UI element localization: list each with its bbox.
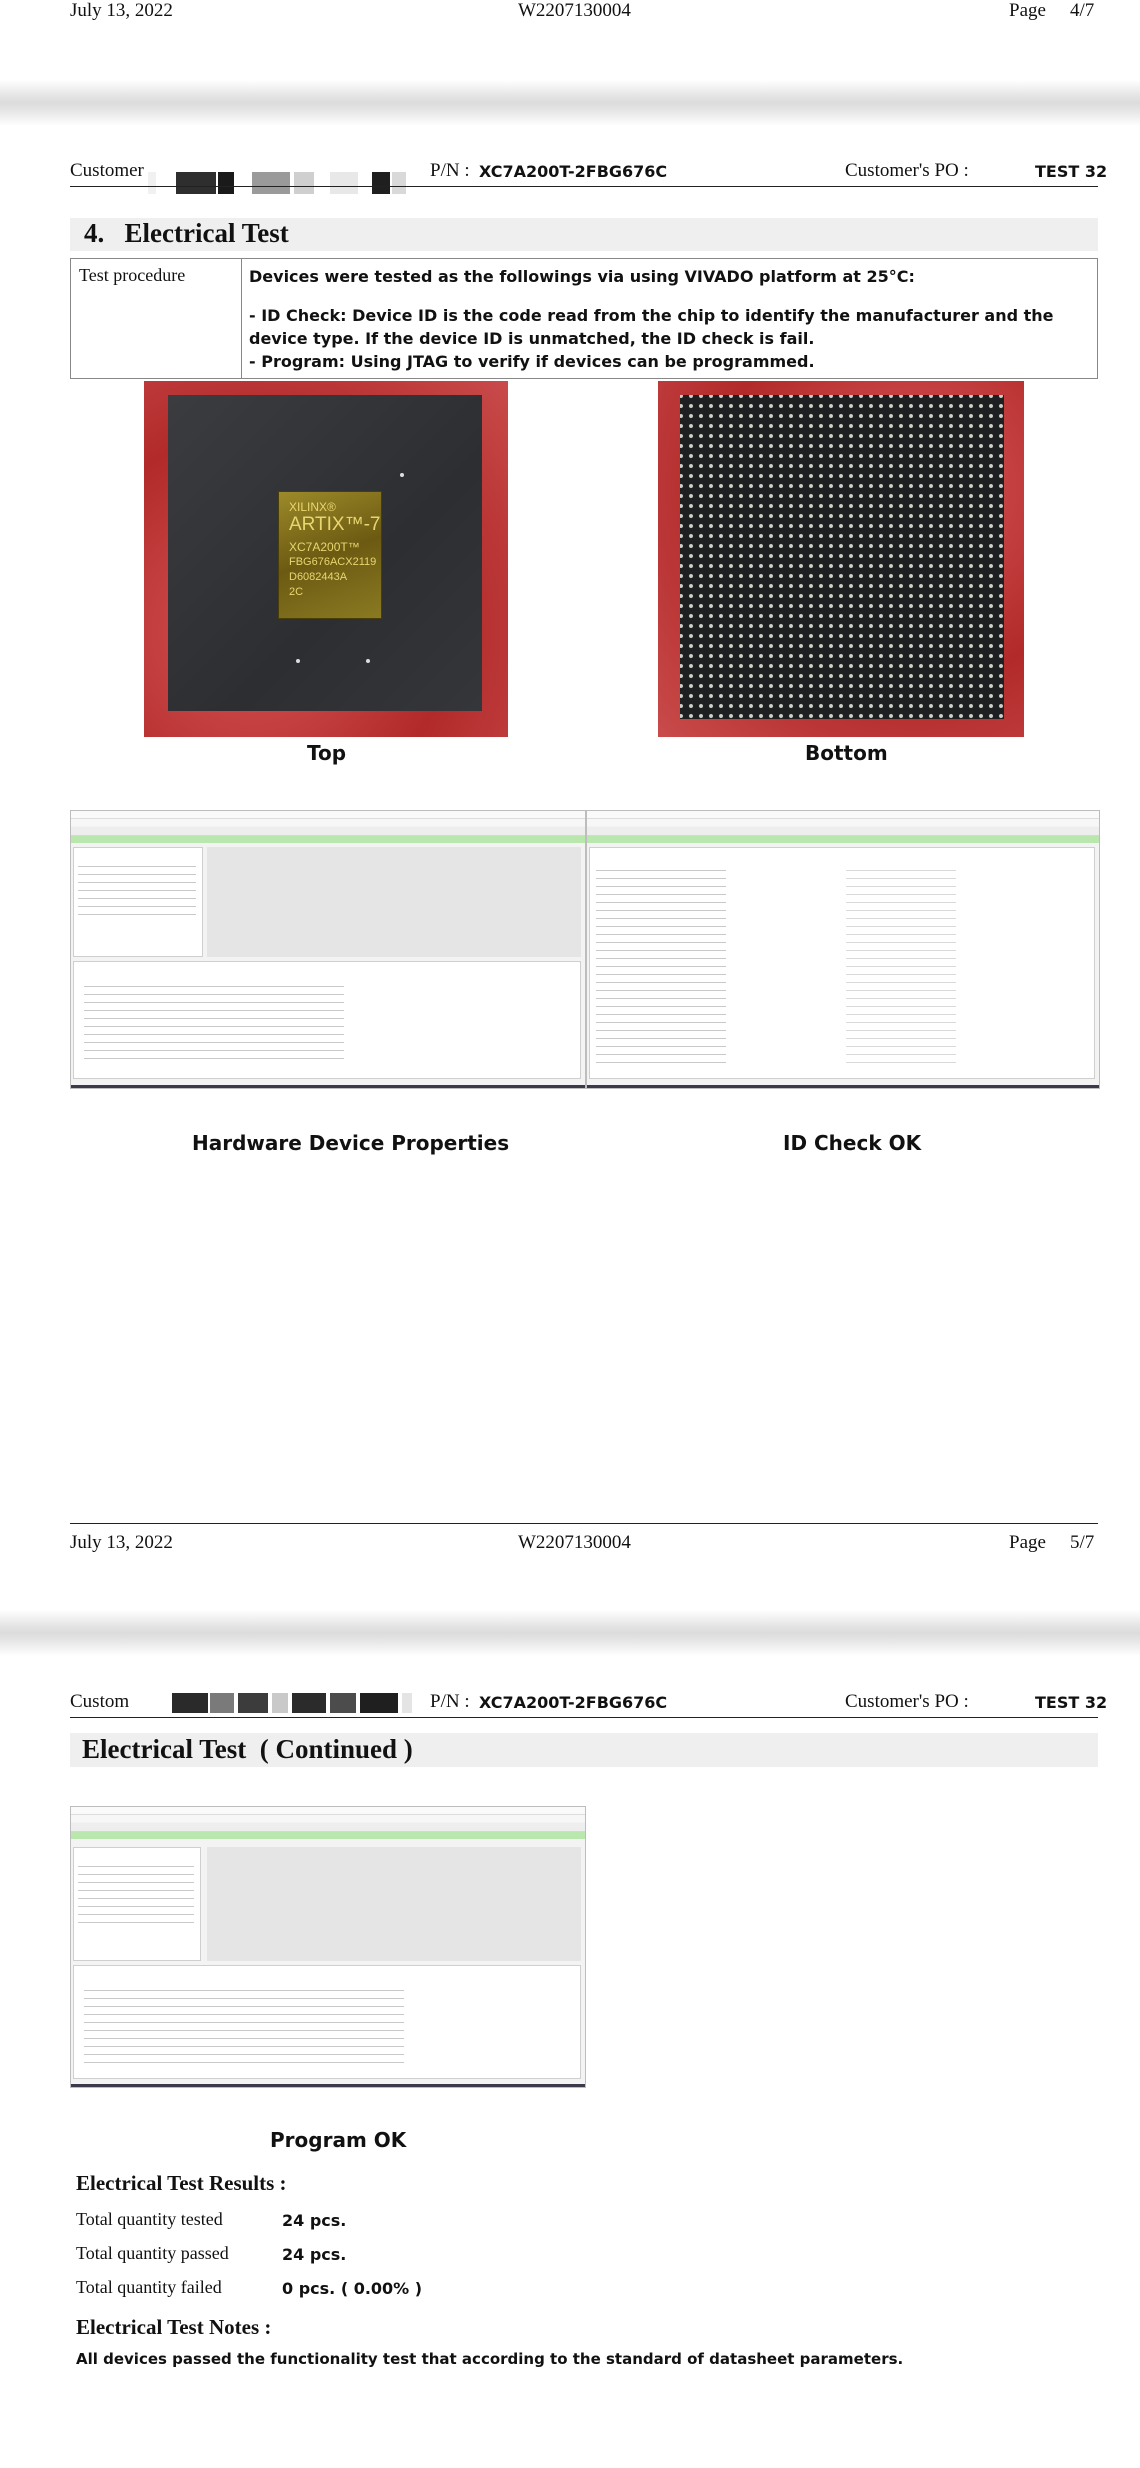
- pn-value-2: XC7A200T-2FBG676C: [479, 1693, 668, 1712]
- chip-bottom-photo: [658, 381, 1024, 737]
- results-title: Electrical Test Results :: [76, 2171, 287, 2195]
- page1-page-label: Page: [1009, 0, 1046, 21]
- tcl-messages-panel: [73, 961, 581, 1079]
- redacted-customer-name: [148, 172, 412, 194]
- page2-report-no: W2207130004: [518, 1532, 631, 1553]
- page-gap-2: [0, 1610, 1140, 1656]
- procedure-id-check: - ID Check: Device ID is the code read from the chip to identify the manufacturer and the device type. If the device ID is unmatched, the ID check is fail.: [249, 306, 1060, 348]
- chip-brand: XILINX®: [289, 500, 336, 514]
- vivado-screenshot-properties: [586, 810, 1100, 1089]
- results-row-passed-value: 24 pcs.: [282, 2245, 347, 2264]
- header-rule: [70, 186, 1098, 187]
- chip-substrate: [168, 395, 482, 711]
- caption-id-check-ok: ID Check OK: [783, 1131, 922, 1155]
- po-value-2: TEST 32: [1035, 1693, 1108, 1712]
- vivado-screenshot-program: [70, 1806, 586, 2088]
- notes-text: All devices passed the functionality test that according to the standard of datasheet parameters.: [76, 2350, 904, 2368]
- redacted-customer-name-2: [172, 1693, 412, 1713]
- page-gap: [0, 80, 1140, 126]
- notes-title: Electrical Test Notes :: [76, 2315, 272, 2339]
- po-value: TEST 32: [1035, 162, 1108, 181]
- page2-page-label: Page: [1009, 1532, 1046, 1553]
- results-row-tested-value: 24 pcs.: [282, 2211, 347, 2230]
- caption-top: Top: [307, 741, 347, 765]
- caption-bottom: Bottom: [805, 741, 888, 765]
- chip-grade: 2C: [289, 586, 304, 598]
- tcl-messages-panel-2: [73, 1965, 581, 2079]
- caption-hardware-device-properties: Hardware Device Properties: [192, 1131, 510, 1155]
- po-label-2: Customer's PO :: [845, 1691, 969, 1712]
- header-rule-2: [70, 1717, 1098, 1718]
- page1-report-no: W2207130004: [518, 0, 631, 21]
- section-title-bar: [70, 218, 1098, 251]
- procedure-label-cell: [71, 259, 242, 378]
- results-row-failed-label: Total quantity failed: [76, 2277, 222, 2297]
- results-row-failed-value: 0 pcs. ( 0.00% ): [282, 2279, 423, 2298]
- page2-date: July 13, 2022: [70, 1532, 173, 1553]
- section-title-bar-2: [70, 1733, 1098, 1767]
- chip-family: ARTIX™-7: [289, 514, 381, 535]
- caption-program-ok: Program OK: [270, 2128, 407, 2152]
- device-properties-panel: [589, 847, 1095, 1079]
- chip-top-photo: [144, 381, 508, 737]
- vivado-screenshot-hardware: [70, 810, 586, 1089]
- chip-package: FBG676ACX2119: [289, 556, 377, 568]
- chip-die: [278, 491, 382, 619]
- procedure-description: [249, 265, 1085, 373]
- bga-ball-grid: [680, 395, 1004, 719]
- test-procedure-table: [70, 258, 1098, 379]
- results-row-tested-label: Total quantity tested: [76, 2209, 223, 2229]
- customer-label: Customer: [70, 160, 144, 181]
- po-label: Customer's PO :: [845, 160, 969, 181]
- chip-part: XC7A200T™: [289, 540, 360, 554]
- page1-date: July 13, 2022: [70, 0, 173, 21]
- hardware-tree-panel: [73, 847, 203, 957]
- section-title: 4. Electrical Test: [84, 218, 289, 248]
- page2-page-number: 5/7: [1070, 1532, 1095, 1553]
- chip-lot: D6082443A: [289, 571, 348, 583]
- footer-rule: [70, 1523, 1098, 1524]
- pn-label-2: P/N :: [430, 1691, 470, 1712]
- procedure-program: - Program: Using JTAG to verify if devices can be programmed.: [249, 352, 815, 371]
- page1-page-number: 4/7: [1070, 0, 1095, 21]
- pn-label: P/N :: [430, 160, 470, 181]
- hardware-tree-panel-2: [73, 1847, 201, 1961]
- section-title-2: Electrical Test ( Continued ): [82, 1734, 413, 1764]
- customer-label-2: Custom: [70, 1691, 130, 1712]
- pn-value: XC7A200T-2FBG676C: [479, 162, 668, 181]
- procedure-label: Test procedure: [79, 265, 186, 285]
- procedure-intro: Devices were tested as the followings via using VIVADO platform at 25°C:: [249, 267, 915, 286]
- results-row-passed-label: Total quantity passed: [76, 2243, 229, 2263]
